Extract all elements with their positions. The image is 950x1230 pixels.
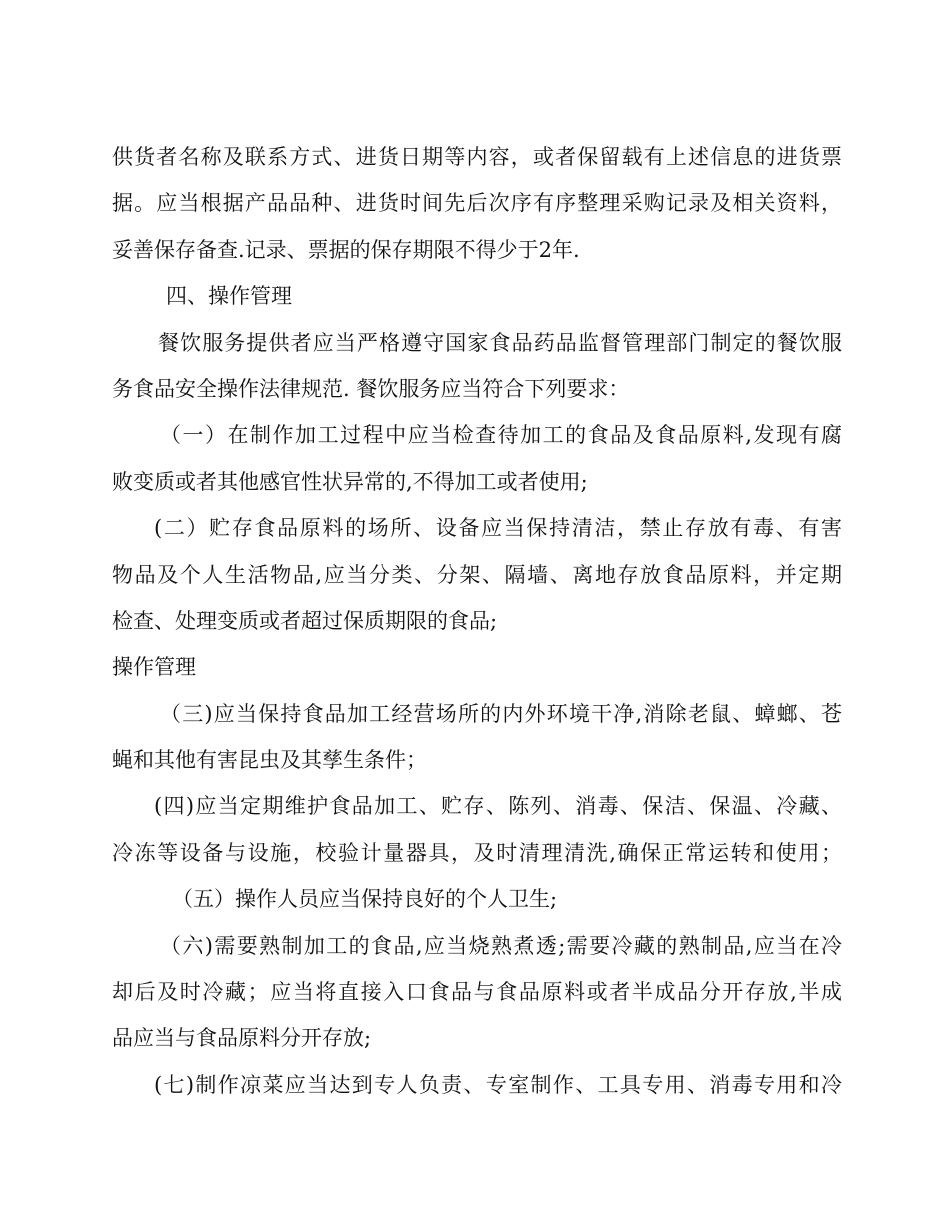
text-line: 败变质或者其他感官性状异常的,不得加工或者使用; <box>112 469 588 494</box>
text-line: 却后及时冷藏；应当将直接入口食品与食品原料或者半成品分开存放,半成 <box>112 980 842 1005</box>
list-item-5: （五）操作人员应当保持良好的个人卫生; <box>172 887 558 912</box>
list-item-7: (七)制作凉菜应当达到专人负责、专室制作、工具专用、消毒专用和冷 <box>154 1072 842 1097</box>
list-item-1: （一）在制作加工过程中应当检查待加工的食品及食品原料,发现有腐 <box>160 423 842 448</box>
text-line: 餐饮服务提供者应当严格遵守国家食品药品监督管理部门制定的餐饮服 <box>158 330 842 355</box>
text-line: 物品及个人生活物品,应当分类、分架、隔墙、离地存放食品原料，并定期 <box>112 562 842 587</box>
document-body <box>112 134 842 1108</box>
section-heading: 四、操作管理 <box>166 284 292 309</box>
text-line: 蝇和其他有害昆虫及其孳生条件； <box>112 748 427 773</box>
text-line: 务食品安全操作法律规范. 餐饮服务应当符合下列要求： <box>112 376 630 401</box>
list-item-6: （六)需要熟制加工的食品,应当烧熟煮透;需要冷藏的熟制品,应当在冷 <box>160 933 842 958</box>
text-line: 检查、处理变质或者超过保质期限的食品; <box>112 608 498 633</box>
list-item-3: （三)应当保持食品加工经营场所的内外环境干净,消除老鼠、蟑螂、苍 <box>160 701 842 726</box>
list-item-2: (二）贮存食品原料的场所、设备应当保持清洁，禁止存放有毒、有害 <box>154 516 842 541</box>
subheading: 操作管理 <box>112 655 196 680</box>
text-line: 据。应当根据产品品种、进货时间先后次序有序整理采购记录及相关资料， <box>112 191 842 216</box>
text-line: 冷冻等设备与设施，校验计量器具，及时清理清洗,确保正常运转和使用； <box>112 840 842 865</box>
list-item-4: (四)应当定期维护食品加工、贮存、陈列、消毒、保洁、保温、冷藏、 <box>154 794 842 819</box>
text-line: 供货者名称及联系方式、进货日期等内容，或者保留载有上述信息的进货票 <box>112 145 842 169</box>
text-line: 品应当与食品原料分开存放; <box>112 1026 372 1051</box>
text-line: 妥善保存备查.记录、票据的保存期限不得少于2年. <box>112 237 580 262</box>
